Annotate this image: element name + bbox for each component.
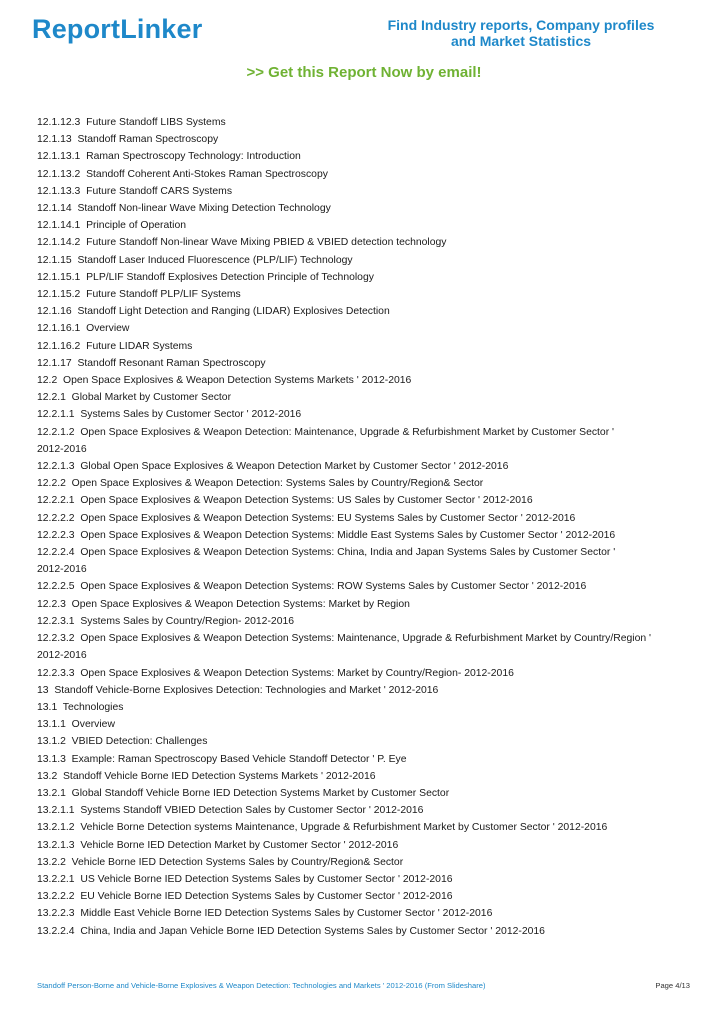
- toc-entry: 12.2.1.2 Open Space Explosives & Weapon Detection: Maintenance, Upgrade & Refurbishment Market by Customer Sector ' 2012-2016: [37, 426, 615, 455]
- toc-entry: 12.2.3 Open Space Explosives & Weapon Detection Systems: Market by Region: [37, 598, 410, 610]
- toc-entry: 12.2.2.5 Open Space Explosives & Weapon Detection Systems: ROW Systems Sales by Customer Sector ' 2012-2016: [37, 581, 587, 593]
- toc-entry: 12.2.1 Global Market by Customer Sector: [37, 392, 232, 404]
- toc-entry: 12.2.2.1 Open Space Explosives & Weapon Detection Systems: US Sales by Customer Sector ' 2012-2016: [37, 495, 533, 507]
- toc-entry: 12.2.3.1 Systems Sales by Country/Region- 2012-2016: [37, 615, 295, 627]
- page-number: Page 4/13: [655, 981, 690, 990]
- toc-entry: 12.1.14.2 Future Standoff Non-linear Wave Mixing PBIED & VBIED detection technology: [37, 237, 447, 249]
- toc-entry: 12.2.1.1 Systems Sales by Customer Sector ' 2012-2016: [37, 409, 302, 421]
- get-report-email-link[interactable]: >> Get this Report Now by email!: [246, 64, 482, 81]
- toc-entry: 12.1.15 Standoff Laser Induced Fluorescence (PLP/LIF) Technology: [37, 254, 353, 266]
- toc-entry: 12.2.1.3 Global Open Space Explosives & Weapon Detection Market by Customer Sector ' 2012-2016: [37, 461, 509, 473]
- toc-entry: 13.1.2 VBIED Detection: Challenges: [37, 736, 208, 748]
- toc-entry: 13.2.1 Global Standoff Vehicle Borne IED Detection Systems Market by Customer Sector: [37, 787, 450, 799]
- toc-entry: 12.1.16.2 Future LIDAR Systems: [37, 340, 193, 352]
- toc-entry: 13.1.3 Example: Raman Spectroscopy Based Vehicle Standoff Detector ' P. Eye: [37, 753, 407, 765]
- toc-entry: 12.2.2 Open Space Explosives & Weapon Detection: Systems Sales by Country/Region& Sector: [37, 478, 484, 490]
- toc-entry: 13.2.1.2 Vehicle Borne Detection systems Maintenance, Upgrade & Refurbishment Market by Customer Sector ' 2012-2016: [37, 822, 608, 834]
- toc-entry: 12.1.13.3 Future Standoff CARS Systems: [37, 185, 233, 197]
- toc-entry: 12.1.12.3 Future Standoff LIBS Systems: [37, 117, 226, 128]
- table-of-contents: [37, 114, 702, 940]
- toc-entry: 12.2.2.2 Open Space Explosives & Weapon Detection Systems: EU Systems Sales by Customer Sector ' 2012-2016: [37, 512, 576, 524]
- header-tagline: Find Industry reports, Company profiles and Market Statistics: [387, 17, 655, 49]
- toc-entry: 13.2.2.2 EU Vehicle Borne IED Detection Systems Sales by Customer Sector ' 2012-2016: [37, 891, 453, 903]
- toc-entry: 13.2.2.3 Middle East Vehicle Borne IED Detection Systems Sales by Customer Sector ' 2012-2016: [37, 908, 493, 920]
- toc-entry: 12.1.16 Standoff Light Detection and Ranging (LIDAR) Explosives Detection: [37, 306, 390, 318]
- toc-entry: 12.1.14 Standoff Non-linear Wave Mixing Detection Technology: [37, 203, 331, 215]
- toc-entry: 13.2.2 Vehicle Borne IED Detection Systems Sales by Country/Region& Sector: [37, 856, 404, 868]
- toc-entry: 12.1.13.1 Raman Spectroscopy Technology: Introduction: [37, 151, 301, 163]
- toc-entry: 12.1.14.1 Principle of Operation: [37, 220, 187, 232]
- reportlinker-logo[interactable]: ReportLinker: [32, 14, 203, 44]
- toc-entry: 12.1.15.2 Future Standoff PLP/LIF Systems: [37, 289, 241, 301]
- toc-entry: 12.1.13 Standoff Raman Spectroscopy: [37, 134, 219, 146]
- toc-entry: 12.2 Open Space Explosives & Weapon Detection Systems Markets ' 2012-2016: [37, 375, 412, 387]
- toc-entry: 13.1 Technologies: [37, 701, 124, 713]
- toc-entry: 13.2.2.1 US Vehicle Borne IED Detection Systems Sales by Customer Sector ' 2012-2016: [37, 873, 453, 885]
- toc-entry: 12.2.3.3 Open Space Explosives & Weapon Detection Systems: Market by Country/Region- 2012-2016: [37, 667, 514, 679]
- toc-entry: 12.2.2.3 Open Space Explosives & Weapon Detection Systems: Middle East Systems Sales by Customer Sector ' 2012-2016: [37, 529, 616, 541]
- toc-entry: 12.1.15.1 PLP/LIF Standoff Explosives Detection Principle of Technology: [37, 271, 374, 283]
- toc-entry: 13.1.1 Overview: [37, 719, 115, 731]
- toc-entry: 12.1.16.1 Overview: [37, 323, 130, 335]
- toc-entry: 13.2.2.4 China, India and Japan Vehicle Borne IED Detection Systems Sales by Customer Sector ' 2012-2016: [37, 925, 545, 937]
- toc-entry: 12.1.17 Standoff Resonant Raman Spectroscopy: [37, 357, 266, 369]
- toc-entry: 13 Standoff Vehicle-Borne Explosives Detection: Technologies and Market ' 2012-2016: [37, 684, 439, 696]
- toc-entry: 12.2.3.2 Open Space Explosives & Weapon Detection Systems: Maintenance, Upgrade & Refurbishment Market by Country/Region ' 2012-2016: [37, 633, 652, 662]
- toc-entry: 13.2.1.3 Vehicle Borne IED Detection Market by Customer Sector ' 2012-2016: [37, 839, 399, 851]
- toc-entry: 12.2.2.4 Open Space Explosives & Weapon Detection Systems: China, India and Japan Systems Sales by Customer Sector ' 2012-2016: [37, 547, 616, 576]
- toc-entry: 13.2 Standoff Vehicle Borne IED Detection Systems Markets ' 2012-2016: [37, 770, 376, 782]
- footer-report-link[interactable]: Standoff Person-Borne and Vehicle-Borne Explosives & Weapon Detection: Technologies and Markets ' 2012-2016 (From Slideshare): [37, 981, 486, 990]
- toc-entry: 12.1.13.2 Standoff Coherent Anti-Stokes Raman Spectroscopy: [37, 168, 328, 180]
- toc-entry: 13.2.1.1 Systems Standoff VBIED Detection Sales by Customer Sector ' 2012-2016: [37, 805, 424, 817]
